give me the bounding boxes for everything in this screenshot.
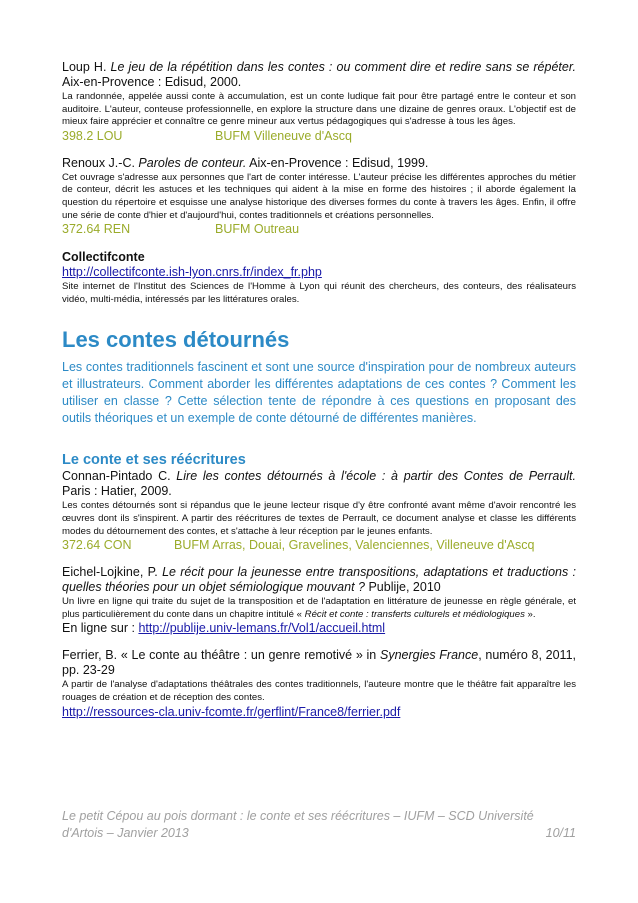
collectifconte-link[interactable]: http://collectifconte.ish-lyon.cnrs.fr/index_fr.php <box>62 265 322 280</box>
page-content <box>62 60 576 720</box>
library-location: BUFM Outreau <box>215 222 300 237</box>
reference <box>62 565 576 595</box>
publije-link[interactable]: http://publije.univ-lemans.fr/Vol1/accueil.html <box>138 621 386 636</box>
summary: Cet ouvrage s'adresse aux personnes que l'art de conter intéresse. L'auteur précise les différentes approches du métier de conteur, décrit les astuces et les techniques qui aident à la mise en forme des histoires ; il aborde également la question du répertoire et esquisse une analyse historique des diverses formes du conte à travers les âges. Enfin, il offre une série de conte d'hier et d'aujourd'hui, contes traditionnels et créations personnelles. <box>62 171 576 221</box>
bibliography-entry-eichel <box>62 565 576 636</box>
reference <box>62 469 576 499</box>
page-footer <box>62 808 576 842</box>
publication: Aix-en-Provence : Edisud, 1999. <box>246 155 429 170</box>
call-number-line <box>62 222 576 237</box>
call-number: 372.64 CON <box>62 538 132 553</box>
author-title: Ferrier, B. « Le conte au théâtre : un genre remotivé » in <box>62 648 380 663</box>
library-location: BUFM Villeneuve d'Ascq <box>215 128 352 143</box>
author: Loup H. <box>62 60 111 74</box>
summary: A partir de l'analyse d'adaptations théâtrales des contes traditionnels, l'auteure montre que le théâtre fait apparaître les rouages de création et de réception des contes. <box>62 679 576 703</box>
book-title: Paroles de conteur. <box>138 155 247 170</box>
ferrier-link[interactable]: http://ressources-cla.univ-fcomte.fr/gerflint/France8/ferrier.pdf <box>62 704 401 719</box>
reference <box>62 60 576 90</box>
author: Renoux J.-C. <box>62 155 139 170</box>
call-number-line <box>62 129 576 144</box>
page-number: 10/11 <box>545 826 576 840</box>
site-name: Collectifconte <box>62 250 145 265</box>
bibliography-entry-connan <box>62 469 576 553</box>
online-label: En ligne sur : <box>62 621 139 636</box>
book-title: Le jeu de la répétition dans les contes : ou comment dire et redire sans se répéter. <box>110 60 576 74</box>
summary-end: ». <box>524 608 536 620</box>
book-title: Lire les contes détournés à l'école : à partir des Contes de Perrault. <box>176 469 576 484</box>
reference <box>62 156 576 171</box>
footer-date: d'Artois – Janvier 2013 <box>62 826 189 840</box>
author: Eichel-Lojkine, P. <box>62 565 163 580</box>
bibliography-entry-ferrier <box>62 648 576 719</box>
publication: Aix-en-Provence : Edisud, 2000. <box>62 75 242 89</box>
publication: Paris : Hatier, 2009. <box>62 484 172 499</box>
reference <box>62 648 576 678</box>
summary: La randonnée, appelée aussi conte à accumulation, est un conte ludique fait pour être partagé entre le conteur et son auditoire. L'auteur, conteuse professionnelle, en explore la structure dans une dizaine de genres oraux. L'objectif est de mieux faire apprécier et connaître ce genre mineur aux vertus pédagogiques qui s'adresse à tous les âges. <box>62 91 576 128</box>
bibliography-entry-loup <box>62 60 576 144</box>
website-entry-collectifconte <box>62 250 576 306</box>
footer-line-1: Le petit Cépou au pois dormant : le conte et ses réécritures – IUFM – SCD Université <box>62 809 534 823</box>
section-intro: Les contes traditionnels fascinent et sont une source d'inspiration pour de nombreux auteurs et illustrateurs. Comment aborder les différentes adaptations de ces contes ? Comment les utiliser en classe ? Cette sélection tente de répondre à ces questions en proposant des outils théoriques et un exemple de conte détourné de différentes manières. <box>62 360 576 426</box>
call-number: 372.64 REN <box>62 222 131 237</box>
book-title: Le récit pour la jeunesse entre transpositions, adaptations et traductions : quelles théories pour un objet sémiologique mouvant ? <box>62 565 576 595</box>
journal-title: Synergies France <box>379 648 479 663</box>
publication: Publije, 2010 <box>364 580 441 595</box>
online-line <box>62 621 576 636</box>
call-number: 398.2 LOU <box>62 128 123 143</box>
summary-text: Un livre en ligne qui traite du sujet de la transposition et de l'adaptation en littérature de jeunesse en règle générale, et plus particulièrement du conte dans un chapitre intitulé « <box>62 596 576 620</box>
bibliography-entry-renoux <box>62 156 576 237</box>
section-title: Les contes détournés <box>62 327 290 353</box>
summary: Les contes détournés sont si répandus que le jeune lecteur risque d'y être confronté avant même d'avoir rencontré les œuvres dont ils s'inspirent. A partir des réécritures de textes de Perrault, ce document analyse et classe les différents modes du détournement des contes, et s'attache à leur réception par le jeunes enfants. <box>62 500 576 537</box>
subsection-title: Le conte et ses réécritures <box>62 452 246 469</box>
summary <box>62 596 576 621</box>
library-location: BUFM Arras, Douai, Gravelines, Valenciennes, Villeneuve d'Ascq <box>174 538 535 553</box>
summary: Site internet de l'Institut des Sciences de l'Homme à Lyon qui réunit des chercheurs, des conteurs, des réalisateurs vidéo, multi-média, intéressés par les littératures orales. <box>62 281 576 305</box>
chapter-title: Récit et conte : transferts culturels et médiologiques <box>304 608 525 620</box>
author: Connan-Pintado C. <box>62 469 177 484</box>
footer-line-2 <box>62 825 576 842</box>
call-number-line <box>62 538 576 553</box>
publication: , numéro 8, 2011, pp. 23-29 <box>62 648 576 678</box>
